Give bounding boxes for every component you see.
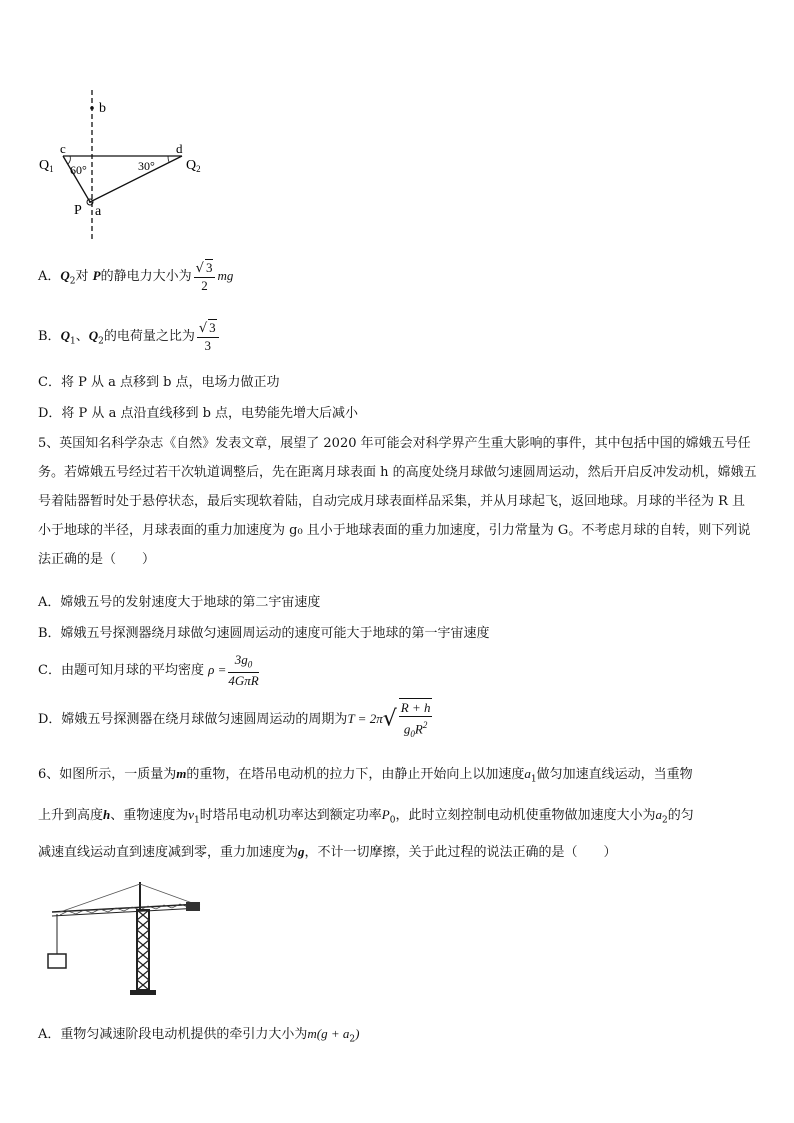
q6-l1-m: m [176, 766, 187, 781]
option-b-den: 3 [204, 338, 211, 353]
label-a: a [95, 204, 102, 219]
q6-l2-a2: a [655, 807, 662, 822]
option-a-p: P [92, 268, 101, 283]
q6-l2-p-sub: 0 [389, 815, 396, 826]
option-a-q-sub: 2 [69, 276, 76, 287]
label-b: b [99, 101, 106, 116]
option-a-prefix: A． [38, 269, 61, 284]
q5-option-a: A．嫦娥五号的发射速度大于地球的第二宇宙速度 [38, 595, 321, 610]
q6-line-1 [38, 765, 693, 789]
q4-option-b [38, 318, 221, 354]
option-b-q2-sub: 2 [98, 336, 104, 347]
label-q2: $Q_2$ [186, 158, 201, 174]
q4-option-a [38, 258, 233, 294]
q6-a-formula: m(g + a [307, 1026, 350, 1041]
label-angle-60: 60° [70, 163, 87, 177]
label-p: P [74, 203, 82, 218]
q5-c-lhs: ρ = [208, 662, 227, 677]
option-b-text: 的电荷量之比为 [103, 329, 195, 344]
crane-tie-back [140, 884, 195, 904]
label-angle-30: 30° [138, 159, 155, 173]
q5-stem: 5、英国知名科学杂志《自然》发表文章，展望了 2020 年可能会对科学界产生重大影响的事件，其中包括中国的嫦娥五号任务。若嫦娥五号经过若干次轨道调整后，先在距离月球表面 h 的高度处绕月球做匀速圆周运动，然后开启反冲发动机，嫦娥五号着陆器暂时处于悬停状态，最后实现软着陆，自动完成月球表面样品采集，并从月球起飞，返回地球。月球的半径为 R 且小于地球的半径，月球表面的重力加速度为 g₀ 且小于地球表面的重力加速度，引力常量为 G。不考虑月球的自转，则下列说法正确的是（ ） [38, 436, 757, 567]
option-a-num: 3 [205, 260, 213, 275]
q5-d-den: g [403, 720, 411, 736]
q5-c-fraction [228, 652, 258, 690]
q6-a-formula-end: ) [355, 1026, 360, 1041]
q6-l2-a: 上升到高度 [38, 808, 104, 823]
crane-counterweight [186, 902, 200, 911]
crane-jib-bottom [52, 908, 200, 916]
label-q1: $Q_1$ [39, 158, 54, 174]
line-da [90, 156, 182, 202]
q6-l1-a: 6、如图所示，一质量为 [38, 767, 177, 782]
angle-arc-30 [168, 156, 169, 162]
q6-l3-b: ，不计一切摩擦，关于此过程的说法正确的是（ ） [304, 845, 617, 860]
q6-l2-p: P [381, 807, 390, 822]
q6-l1-c: 做匀加速直线运动，当重物 [536, 767, 693, 782]
q6-l1-b: 的重物，在塔吊电动机的拉力下，由静止开始向上以加速度 [186, 767, 525, 782]
q5-d-lhs: T = 2π [347, 711, 383, 726]
q5-c-den: 4GπR [228, 673, 259, 689]
label-d: d [176, 141, 183, 156]
q4-option-d: D．将 P 从 a 点沿直线移到 b 点，电势能先增大后减小 [38, 406, 359, 421]
q6-l2-c: 时塔吊电动机功率达到额定功率 [199, 808, 382, 823]
q5-d-den-sup: 2 [422, 719, 428, 730]
q6-l3-a: 减速直线运动直到速度减到零，重力加速度为 [38, 845, 299, 860]
q5-d-den-sub: 0 [410, 728, 415, 739]
q6-l1-a1: a [524, 766, 531, 781]
crane-base [130, 990, 156, 995]
option-a-den: 2 [201, 278, 208, 293]
q6-a-formula-sub: 2 [349, 1034, 356, 1045]
option-a-text2: 的静电力大小为 [100, 269, 192, 284]
charge-triangle-figure [30, 90, 220, 245]
q6-line-3 [38, 843, 617, 862]
q5-d-den-tail: R [414, 720, 423, 736]
q5-d-fraction [399, 698, 433, 742]
option-b-fraction: $\frac{√ 3}{3}$ [197, 319, 219, 354]
q6-option-a [38, 1025, 359, 1049]
label-c: c [60, 141, 66, 156]
option-a-fraction: $\frac{√ 3}{2}$ [194, 259, 216, 294]
q6-l2-e: 的匀 [667, 808, 694, 823]
option-b-q2: Q [88, 328, 99, 343]
crane-load-box [48, 954, 66, 968]
q6-l3-g: g [298, 844, 305, 859]
q5-d-num: R + h [400, 699, 431, 715]
q6-l2-a2-sub: 2 [662, 815, 668, 826]
q4-option-c: C．将 P 从 a 点移到 b 点，电场力做正功 [38, 375, 280, 390]
charge-p-dot [89, 201, 91, 203]
q5-d-text: D．嫦娥五号探测器在绕月球做匀速圆周运动的周期为 [38, 712, 348, 727]
q5-option-b: B．嫦娥五号探测器绕月球做匀速圆周运动的速度可能大于地球的第一宇宙速度 [38, 626, 490, 641]
q6-l2-b: 、重物速度为 [110, 808, 189, 823]
q6-a-text: A．重物匀减速阶段电动机提供的牵引力大小为 [38, 1027, 308, 1042]
q5-option-d: D．嫦娥五号探测器在绕月球做匀速圆周运动的周期为T = 2π√ $\frac{R + h}{g_0R^2}$ [38, 697, 434, 741]
option-b-prefix: B． [38, 329, 61, 344]
q6-l2-h: h [103, 807, 111, 822]
q6-l2-d: ，此时立刻控制电动机使重物做加速度大小为 [395, 808, 656, 823]
q6-line-2 [38, 806, 694, 830]
point-b [90, 106, 94, 110]
option-b-num: 3 [209, 320, 216, 335]
option-b-q1-sub: 1 [69, 336, 76, 347]
q5-c-num: 3g [234, 651, 248, 667]
q6-l1-a1-sub: 1 [530, 774, 537, 785]
q6-l2-v: v [188, 807, 195, 822]
q6-l2-v-sub: 1 [194, 815, 200, 826]
option-b-sep: 、 [75, 329, 89, 344]
tower-crane-figure [40, 880, 210, 1000]
option-b-q1: Q [60, 328, 70, 343]
option-a-tail: mg [217, 268, 234, 283]
option-a-q: Q [60, 268, 70, 283]
option-a-text: 对 [75, 269, 89, 284]
q5-c-num-sub: 0 [247, 659, 253, 670]
q5-option-c [38, 650, 261, 690]
q5-c-text: C．由题可知月球的平均密度 [38, 663, 204, 678]
